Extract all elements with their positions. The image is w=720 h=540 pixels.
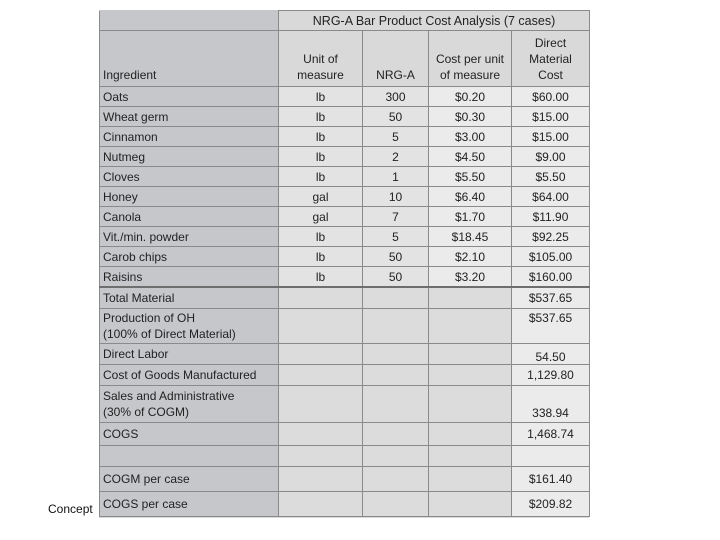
empty-cell — [429, 446, 512, 467]
empty-cell — [279, 423, 363, 446]
header-unit — [279, 31, 363, 87]
overhead-label-line1: Production of OH — [103, 311, 196, 325]
cogm-per-case-value: $161.40 — [512, 467, 590, 492]
table-row — [100, 247, 590, 267]
ingredient-qty: 50 — [363, 247, 429, 267]
ingredient-dm-cost: $15.00 — [512, 127, 590, 147]
empty-cell — [429, 492, 512, 517]
ingredient-unit: lb — [279, 87, 363, 107]
ingredient-name: Cloves — [100, 167, 279, 187]
ingredient-qty: 1 — [363, 167, 429, 187]
overhead-row — [100, 309, 590, 344]
ingredient-unit: gal — [279, 187, 363, 207]
header-dm-cost — [512, 31, 590, 87]
ingredient-unit: lb — [279, 147, 363, 167]
table-row — [100, 207, 590, 227]
empty-cell — [279, 344, 363, 365]
header-unit-line2: measure — [297, 68, 344, 82]
ingredient-name: Honey — [100, 187, 279, 207]
spacer-row — [100, 446, 590, 467]
total-material-value: $537.65 — [512, 287, 590, 309]
ingredient-dm-cost: $5.50 — [512, 167, 590, 187]
ingredient-cost-per-unit: $3.00 — [429, 127, 512, 147]
ingredient-qty: 2 — [363, 147, 429, 167]
ingredient-dm-cost: $9.00 — [512, 147, 590, 167]
empty-cell — [363, 287, 429, 309]
ingredient-qty: 10 — [363, 187, 429, 207]
cogs-value: 1,468.74 — [512, 423, 590, 446]
ingredient-unit: lb — [279, 107, 363, 127]
empty-cell — [279, 386, 363, 423]
ingredient-qty: 300 — [363, 87, 429, 107]
empty-cell — [363, 446, 429, 467]
direct-labor-row — [100, 344, 590, 365]
empty-cell — [429, 287, 512, 309]
cogs-per-case-label: COGS per case — [100, 492, 279, 517]
ingredient-unit: gal — [279, 207, 363, 227]
ingredient-name: Cinnamon — [100, 127, 279, 147]
ingredient-cost-per-unit: $2.10 — [429, 247, 512, 267]
cogs-label: COGS — [100, 423, 279, 446]
ingredient-dm-cost: $60.00 — [512, 87, 590, 107]
ingredient-qty: 50 — [363, 267, 429, 288]
ingredient-unit: lb — [279, 247, 363, 267]
header-qty: NRG-A — [363, 31, 429, 87]
sales-admin-label-line1: Sales and Administrative — [103, 389, 235, 403]
empty-cell — [100, 446, 279, 467]
empty-cell — [279, 492, 363, 517]
header-dm-line3: Cost — [538, 68, 563, 82]
ingredient-name: Carob chips — [100, 247, 279, 267]
table-row — [100, 187, 590, 207]
empty-cell — [279, 287, 363, 309]
direct-labor-value: 54.50 — [512, 344, 590, 365]
ingredient-name: Nutmeg — [100, 147, 279, 167]
ingredient-dm-cost: $160.00 — [512, 267, 590, 288]
title-row-blank — [100, 11, 279, 31]
empty-cell — [363, 344, 429, 365]
ingredient-dm-cost: $64.00 — [512, 187, 590, 207]
table-row — [100, 127, 590, 147]
empty-cell — [363, 309, 429, 344]
ingredient-dm-cost: $15.00 — [512, 107, 590, 127]
ingredient-cost-per-unit: $0.30 — [429, 107, 512, 127]
table-row — [100, 107, 590, 127]
total-material-label: Total Material — [100, 287, 279, 309]
ingredient-name: Canola — [100, 207, 279, 227]
ingredient-cost-per-unit: $1.70 — [429, 207, 512, 227]
empty-cell — [363, 423, 429, 446]
empty-cell — [429, 365, 512, 386]
ingredient-qty: 5 — [363, 127, 429, 147]
ingredient-name: Raisins — [100, 267, 279, 288]
empty-cell — [363, 467, 429, 492]
empty-cell — [279, 467, 363, 492]
table-row — [100, 87, 590, 107]
empty-cell — [429, 423, 512, 446]
cogm-per-case-label: COGM per case — [100, 467, 279, 492]
header-dm-line2: Material — [529, 52, 572, 66]
table-row — [100, 227, 590, 247]
ingredient-dm-cost: $92.25 — [512, 227, 590, 247]
footer-concept-text: Concept — [48, 502, 93, 516]
table-row — [100, 147, 590, 167]
sales-admin-value: 338.94 — [512, 386, 590, 423]
ingredient-cost-per-unit: $6.40 — [429, 187, 512, 207]
empty-cell — [363, 492, 429, 517]
ingredient-unit: lb — [279, 227, 363, 247]
ingredient-qty: 50 — [363, 107, 429, 127]
ingredient-dm-cost: $11.90 — [512, 207, 590, 227]
cogm-value: 1,129.80 — [512, 365, 590, 386]
cogm-per-case-row — [100, 467, 590, 492]
ingredient-cost-per-unit: $0.20 — [429, 87, 512, 107]
empty-cell — [279, 446, 363, 467]
empty-cell — [429, 344, 512, 365]
cogs-per-case-row — [100, 492, 590, 517]
ingredient-unit: lb — [279, 267, 363, 288]
header-cost-line2: of measure — [439, 68, 501, 82]
table-row — [100, 167, 590, 187]
ingredient-unit: lb — [279, 167, 363, 187]
overhead-value: $537.65 — [512, 309, 590, 344]
ingredient-qty: 5 — [363, 227, 429, 247]
table-title: NRG-A Bar Product Cost Analysis (7 cases) — [279, 11, 590, 31]
empty-cell — [363, 365, 429, 386]
ingredient-dm-cost: $105.00 — [512, 247, 590, 267]
ingredient-name: Vit./min. powder — [100, 227, 279, 247]
header-unit-line1: Unit of — [303, 52, 338, 66]
empty-cell — [429, 386, 512, 423]
sales-admin-label — [100, 386, 279, 423]
empty-cell — [279, 365, 363, 386]
ingredient-unit: lb — [279, 127, 363, 147]
direct-labor-label: Direct Labor — [100, 344, 279, 365]
cogs-row — [100, 423, 590, 446]
empty-cell — [429, 309, 512, 344]
empty-cell — [363, 386, 429, 423]
ingredient-cost-per-unit: $18.45 — [429, 227, 512, 247]
cost-analysis-table — [99, 10, 590, 517]
ingredient-cost-per-unit: $5.50 — [429, 167, 512, 187]
header-cost-per-unit — [429, 31, 512, 87]
ingredient-name: Wheat germ — [100, 107, 279, 127]
cogm-row — [100, 365, 590, 386]
cogs-per-case-value: $209.82 — [512, 492, 590, 517]
title-row — [100, 11, 590, 31]
header-cost-line1: Cost per unit — [435, 52, 505, 66]
table-row — [100, 267, 590, 288]
ingredient-name: Oats — [100, 87, 279, 107]
cogm-label: Cost of Goods Manufactured — [100, 365, 279, 386]
header-ingredient: Ingredient — [100, 31, 279, 87]
empty-cell — [429, 467, 512, 492]
ingredient-qty: 7 — [363, 207, 429, 227]
total-material-row — [100, 287, 590, 309]
overhead-label-line2: (100% of Direct Material) — [103, 327, 236, 341]
empty-cell — [512, 446, 590, 467]
ingredient-cost-per-unit: $4.50 — [429, 147, 512, 167]
empty-cell — [279, 309, 363, 344]
header-dm-line1: Direct — [534, 36, 567, 50]
sales-admin-label-line2: (30% of COGM) — [103, 405, 190, 419]
ingredient-cost-per-unit: $3.20 — [429, 267, 512, 288]
overhead-label — [100, 309, 279, 344]
sales-admin-row — [100, 386, 590, 423]
header-row — [100, 31, 590, 87]
